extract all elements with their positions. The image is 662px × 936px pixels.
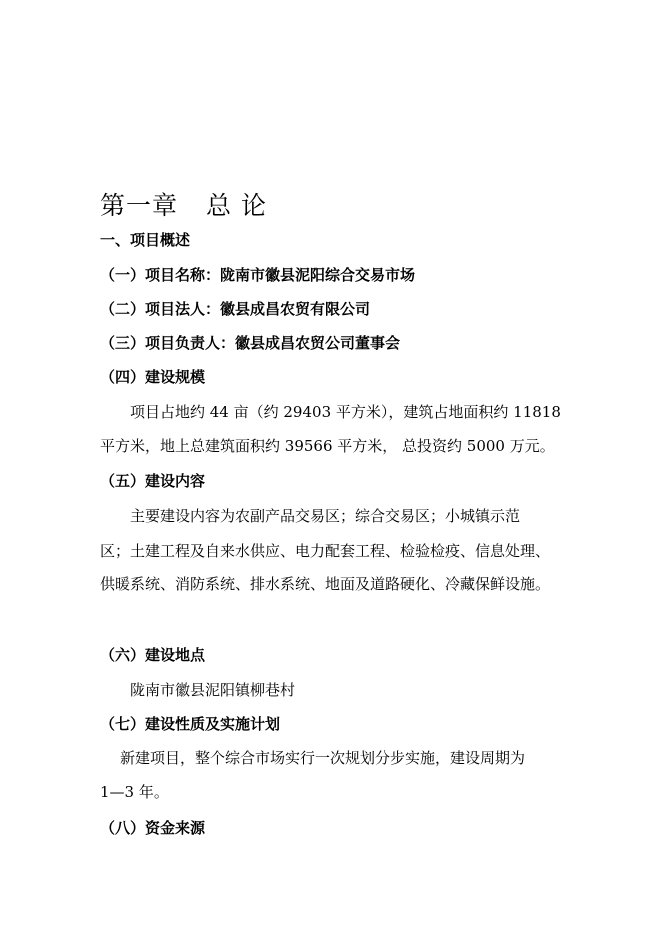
section-heading: 一、项目概述 xyxy=(100,231,191,249)
funding-heading: （八）资金来源 xyxy=(100,819,206,837)
location-heading: （六）建设地点 xyxy=(100,646,206,664)
nature-heading: （七）建设性质及实施计划 xyxy=(100,715,281,733)
item-project-name: （一）项目名称：陇南市徽县泥阳综合交易市场 xyxy=(100,266,416,284)
scale-paragraph-line-2: 平方米，地上总建筑面积约 39566 平方米， 总投资约 5000 万元。 xyxy=(100,437,555,455)
nature-paragraph-line-1: 新建项目，整个综合市场实行一次规划分步实施，建设周期为 xyxy=(120,749,526,767)
content-heading: （五）建设内容 xyxy=(100,472,206,490)
location-text: 陇南市徽县泥阳镇柳巷村 xyxy=(130,681,296,699)
scale-heading: （四）建设规模 xyxy=(100,368,206,386)
item-legal-person: （二）项目法人：徽县成昌农贸有限公司 xyxy=(100,300,371,318)
nature-paragraph-line-2: 1—3 年。 xyxy=(100,783,169,801)
content-paragraph-line-1: 主要建设内容为农副产品交易区；综合交易区；小城镇示范 xyxy=(130,507,521,525)
scale-paragraph-line-1: 项目占地约 44 亩（约 29403 平方米），建筑占地面积约 11818 xyxy=(130,403,561,421)
chapter-name: 总 论 xyxy=(206,191,267,220)
chapter-number: 第一章 xyxy=(100,191,179,220)
content-paragraph-line-2: 区；土建工程及自来水供应、电力配套工程、检验检疫、信息处理、 xyxy=(100,542,551,560)
chapter-title xyxy=(100,186,267,222)
content-paragraph-line-3: 供暖系统、消防系统、排水系统、地面及道路硬化、冷藏保鲜设施。 xyxy=(100,575,551,593)
item-project-leader: （三）项目负责人：徽县成昌农贸公司董事会 xyxy=(100,334,401,352)
